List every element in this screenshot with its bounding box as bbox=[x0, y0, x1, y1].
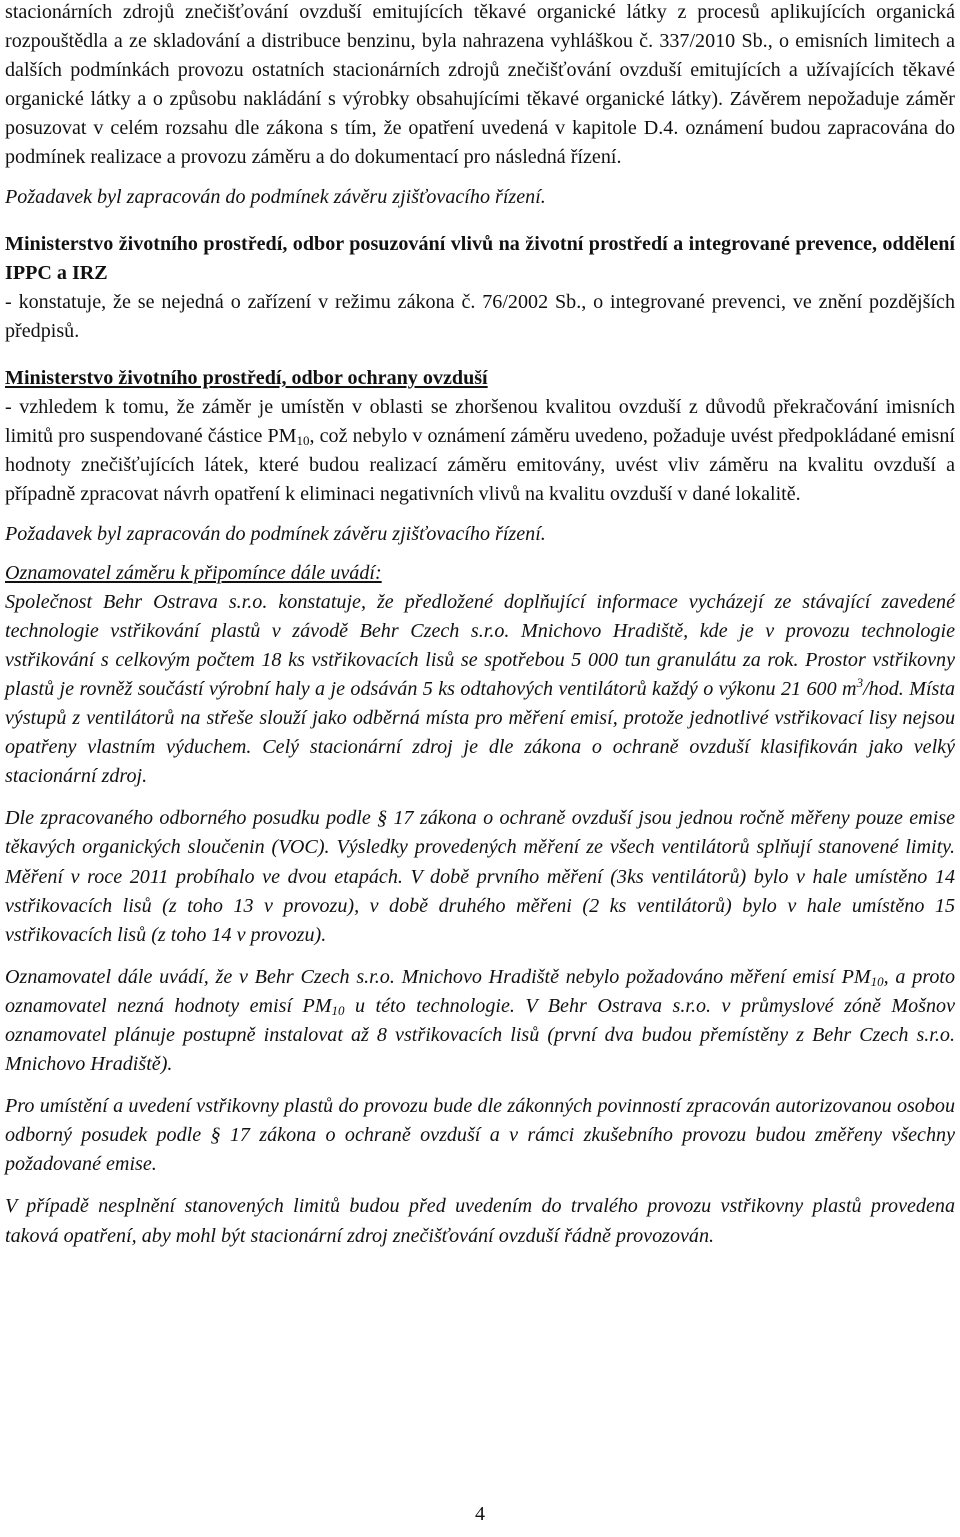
ippc-statement: - konstatuje, že se nejedná o zařízení v režimu zákona č. 76/2002 Sb., o integrované prevenci, ve znění pozdějších předpisů. bbox=[5, 290, 955, 342]
notifier-statement-a: Společnost Behr Ostrava s.r.o. konstatuje, že předložené doplňující informace vycházejí ze stávající zavedené technologie vstřikování plastů v závodě Behr Czech s.r.o. Mnichovo Hradiště, kde je v provozu technologie vstřikování s celkovým počtem 18 ks vstřikovacích lisů se spotřebou 5 000 tun granulátu za rok. Prostor vstřikovny plastů je rovněž součástí výrobní haly a je odsáván 5 ks odtahových ventilátorů každý o výkonu 21 600 m bbox=[5, 590, 955, 700]
pm10-text-a: Oznamovatel dále uvádí, že v Behr Czech s.r.o. Mnichovo Hradiště nebylo požadováno měření emisí PM bbox=[5, 965, 871, 988]
paragraph-intro: stacionárních zdrojů znečišťování ovzduší emitujících těkavé organické látky z procesů aplikujících organická rozpouštědla a ze skladování a distribuce benzinu, byla nahrazena vyhláškou č. 337/2010 Sb., o emisních limitech a dalších podmínkách provozu ostatních stacionárních zdrojů znečišťování ovzduší emitujících a užívajících těkavé organické látky a o způsobu nakládání s výrobky obsahujícími těkavé organické látky). Závěrem nepožaduje záměr posuzovat v celém rozsahu dle zákona s tím, že opatření uvedená v kapitole D.4. oznámení budou zapracována do podmínek realizace a provozu záměru a do dokumentací pro následná řízení. bbox=[5, 1, 955, 169]
pm10-text-c: u této technologie. V Behr Ostrava s.r.o. v průmyslové zóně Mošnov oznamovatel plánuje postupně instalovat až 8 vstřikovacích lisů (první dva budou přemístěny z Behr Czech s.r.o. Mnichovo Hradiště). bbox=[5, 994, 955, 1076]
paragraph-notifier bbox=[5, 559, 955, 792]
paragraph-authorization: Pro umístění a uvedení vstřikovny plastů do provozu bude dle zákonných povinností zpracován autorizovanou osobou odborný posudek podle § 17 zákona o ochraně ovzduší a v rámci zkušebního provozu budou změřeny všechny požadované emise. bbox=[5, 1095, 955, 1176]
air-statement-b: , což nebylo v oznámení záměru uvedeno, požaduje uvést předpokládané emisní hodnoty znečišťujících látek, které budou realizací záměru emitovány, uvést vliv záměru na kvalitu ovzduší a případně zpracovat návrh opatření k eliminaci negativních vlivů na kvalitu ovzduší v dané lokalitě. bbox=[5, 425, 955, 506]
document-page bbox=[5, 0, 955, 1251]
notifier-heading: Oznamovatel záměru k připomínce dále uvádí: bbox=[5, 561, 382, 584]
notifier-statement-b: /hod. Místa výstupů z ventilátorů na střeše slouží jako odběrná místa pro měření emisí, protože jednotlivé vstřikovací lisy nejsou opatřeny vlastním výduchem. Celý stacionární zdroj je dle zákona o ochraně ovzduší klasifikován jako velký stacionární zdroj. bbox=[5, 677, 955, 788]
air-statement-a: - vzhledem k tomu, že záměr je umístěn v oblasti se zhoršenou kvalitou ovzduší z důvodů překračování imisních limitů pro suspendované částice PM bbox=[5, 396, 955, 448]
paragraph-ippc bbox=[5, 230, 955, 346]
pm10-text-b: , a proto oznamovatel nezná hodnoty emisí PM bbox=[5, 965, 955, 1017]
paragraph-pm10 bbox=[5, 963, 955, 1079]
requirement-note-2: Požadavek byl zapracován do podmínek závěru zjišťovacího řízení. bbox=[5, 522, 546, 545]
superscript-3: 3 bbox=[856, 674, 864, 690]
requirement-note: Požadavek byl zapracován do podmínek závěru zjišťovacího řízení. bbox=[5, 185, 546, 208]
subscript-10: 10 bbox=[296, 433, 310, 449]
paragraph-air bbox=[5, 364, 955, 509]
section-heading-air: Ministerstvo životního prostředí, odbor ochrany ovzduší bbox=[5, 367, 488, 390]
section-heading-ippc: Ministerstvo životního prostředí, odbor posuzování vlivů na životní prostředí a integrované prevence, oddělení IPPC a IRZ bbox=[5, 232, 955, 284]
paragraph-limits: V případě nesplnění stanovených limitů budou před uvedením do trvalého provozu vstřikovny plastů provedena taková opatření, aby mohl být stacionární zdroj znečišťování ovzduší řádně provozován. bbox=[5, 1195, 955, 1247]
paragraph-expert-opinion: Dle zpracovaného odborného posudku podle § 17 zákona o ochraně ovzduší jsou jednou ročně měřeny pouze emise těkavých organických sloučenin (VOC). Výsledky provedených měření ze všech ventilátorů splňují stanovené limity. Měření v roce 2011 probíhalo ve dvou etapách. V době prvního měření (3ks ventilátorů) bylo v hale umístěno 14 vstřikovacích lisů (z toho 13 v provozu), v době druhého měřeni (2 ks ventilátorů) bylo v hale umístěno 15 vstřikovacích lisů (z toho 14 v provozu). bbox=[5, 807, 955, 946]
page-number: 4 bbox=[475, 1503, 485, 1525]
subscript-10: 10 bbox=[331, 1002, 345, 1018]
subscript-10: 10 bbox=[870, 973, 884, 989]
